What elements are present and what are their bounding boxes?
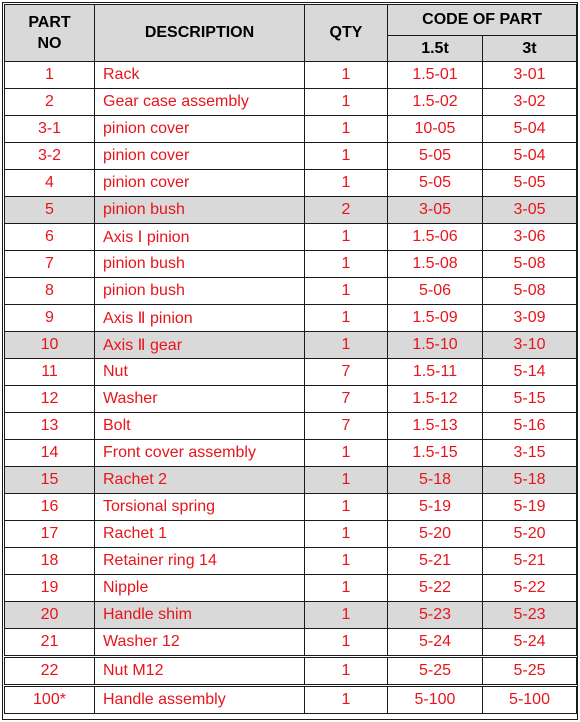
qty-cell: 2 — [305, 197, 388, 224]
table-row — [5, 62, 577, 89]
description-cell: Washer 12 — [95, 629, 305, 657]
code-b-cell: 3-01 — [483, 62, 577, 89]
part-no-cell: 100* — [5, 686, 95, 714]
description-cell: Axis Ⅰ pinion — [95, 224, 305, 251]
description-cell: pinion cover — [95, 143, 305, 170]
description-cell: Axis Ⅱ gear — [95, 332, 305, 359]
header-code-b: 3t — [483, 36, 577, 62]
part-no-cell: 16 — [5, 494, 95, 521]
code-b-cell: 5-25 — [483, 657, 577, 686]
code-a-cell: 5-06 — [388, 278, 483, 305]
code-a-cell: 5-22 — [388, 575, 483, 602]
description-cell: Torsional spring — [95, 494, 305, 521]
description-cell: pinion bush — [95, 251, 305, 278]
code-b-cell: 5-23 — [483, 602, 577, 629]
part-no-cell: 13 — [5, 413, 95, 440]
code-b-cell: 5-08 — [483, 278, 577, 305]
part-no-cell: 2 — [5, 89, 95, 116]
table-row — [5, 359, 577, 386]
parts-table — [4, 4, 577, 714]
code-b-cell: 5-100 — [483, 686, 577, 714]
part-no-cell: 9 — [5, 305, 95, 332]
code-b-cell: 5-08 — [483, 251, 577, 278]
part-no-cell: 7 — [5, 251, 95, 278]
part-no-cell: 5 — [5, 197, 95, 224]
description-cell: pinion cover — [95, 170, 305, 197]
header-part-no-line2: NO — [37, 35, 62, 52]
table-row — [5, 629, 577, 657]
qty-cell: 1 — [305, 440, 388, 467]
table-row — [5, 305, 577, 332]
table-row — [5, 548, 577, 575]
header-part-no — [5, 5, 95, 62]
code-a-cell: 1.5-12 — [388, 386, 483, 413]
table-row — [5, 251, 577, 278]
qty-cell: 1 — [305, 686, 388, 714]
qty-cell: 1 — [305, 629, 388, 657]
description-cell: Nipple — [95, 575, 305, 602]
qty-cell: 1 — [305, 89, 388, 116]
qty-cell: 1 — [305, 62, 388, 89]
table-row — [5, 224, 577, 251]
table-row — [5, 602, 577, 629]
table-row — [5, 494, 577, 521]
description-cell: Handle shim — [95, 602, 305, 629]
code-a-cell: 5-25 — [388, 657, 483, 686]
code-b-cell: 5-14 — [483, 359, 577, 386]
qty-cell: 1 — [305, 305, 388, 332]
table-row — [5, 686, 577, 714]
qty-cell: 1 — [305, 467, 388, 494]
part-no-cell: 19 — [5, 575, 95, 602]
code-b-cell: 5-05 — [483, 170, 577, 197]
qty-cell: 1 — [305, 224, 388, 251]
table-header — [5, 5, 577, 62]
code-b-cell: 5-22 — [483, 575, 577, 602]
code-b-cell: 3-05 — [483, 197, 577, 224]
code-b-cell: 5-04 — [483, 143, 577, 170]
code-a-cell: 1.5-06 — [388, 224, 483, 251]
code-b-cell: 3-06 — [483, 224, 577, 251]
header-code-of-part: CODE OF PART — [388, 5, 577, 36]
table-row — [5, 657, 577, 686]
code-b-cell: 3-09 — [483, 305, 577, 332]
qty-cell: 7 — [305, 413, 388, 440]
qty-cell: 1 — [305, 548, 388, 575]
header-description: DESCRIPTION — [95, 5, 305, 62]
part-no-cell: 1 — [5, 62, 95, 89]
code-a-cell: 3-05 — [388, 197, 483, 224]
description-cell: Nut — [95, 359, 305, 386]
part-no-cell: 6 — [5, 224, 95, 251]
code-a-cell: 5-24 — [388, 629, 483, 657]
code-a-cell: 1.5-01 — [388, 62, 483, 89]
qty-cell: 1 — [305, 521, 388, 548]
header-qty: QTY — [305, 5, 388, 62]
code-a-cell: 1.5-08 — [388, 251, 483, 278]
qty-cell: 7 — [305, 386, 388, 413]
code-b-cell: 3-02 — [483, 89, 577, 116]
code-a-cell: 5-19 — [388, 494, 483, 521]
description-cell: Gear case assembly — [95, 89, 305, 116]
code-a-cell: 1.5-13 — [388, 413, 483, 440]
part-no-cell: 21 — [5, 629, 95, 657]
description-cell: Nut M12 — [95, 657, 305, 686]
qty-cell: 1 — [305, 494, 388, 521]
code-b-cell: 3-15 — [483, 440, 577, 467]
part-no-cell: 11 — [5, 359, 95, 386]
code-a-cell: 1.5-02 — [388, 89, 483, 116]
table-row — [5, 413, 577, 440]
code-a-cell: 5-21 — [388, 548, 483, 575]
code-a-cell: 10-05 — [388, 116, 483, 143]
code-a-cell: 1.5-15 — [388, 440, 483, 467]
table-row — [5, 467, 577, 494]
description-cell: Retainer ring 14 — [95, 548, 305, 575]
table-row — [5, 386, 577, 413]
code-a-cell: 5-100 — [388, 686, 483, 714]
description-cell: Rachet 2 — [95, 467, 305, 494]
description-cell: Washer — [95, 386, 305, 413]
description-cell: Rachet 1 — [95, 521, 305, 548]
description-cell: Bolt — [95, 413, 305, 440]
header-code-a: 1.5t — [388, 36, 483, 62]
qty-cell: 1 — [305, 657, 388, 686]
part-no-cell: 18 — [5, 548, 95, 575]
part-no-cell: 3-1 — [5, 116, 95, 143]
qty-cell: 1 — [305, 332, 388, 359]
table-row — [5, 575, 577, 602]
code-b-cell: 5-15 — [483, 386, 577, 413]
qty-cell: 1 — [305, 170, 388, 197]
table-row — [5, 170, 577, 197]
part-no-cell: 10 — [5, 332, 95, 359]
part-no-cell: 12 — [5, 386, 95, 413]
code-b-cell: 5-20 — [483, 521, 577, 548]
table-row — [5, 440, 577, 467]
part-no-cell: 3-2 — [5, 143, 95, 170]
description-cell: Front cover assembly — [95, 440, 305, 467]
part-no-cell: 8 — [5, 278, 95, 305]
qty-cell: 1 — [305, 143, 388, 170]
part-no-cell: 14 — [5, 440, 95, 467]
code-b-cell: 5-21 — [483, 548, 577, 575]
description-cell: Axis Ⅱ pinion — [95, 305, 305, 332]
table-row — [5, 143, 577, 170]
part-no-cell: 20 — [5, 602, 95, 629]
code-a-cell: 5-23 — [388, 602, 483, 629]
code-b-cell: 5-16 — [483, 413, 577, 440]
code-a-cell: 1.5-11 — [388, 359, 483, 386]
code-a-cell: 5-05 — [388, 170, 483, 197]
part-no-cell: 17 — [5, 521, 95, 548]
code-b-cell: 3-10 — [483, 332, 577, 359]
part-no-cell: 15 — [5, 467, 95, 494]
code-a-cell: 1.5-09 — [388, 305, 483, 332]
code-a-cell: 5-18 — [388, 467, 483, 494]
description-cell: Handle assembly — [95, 686, 305, 714]
table-row — [5, 116, 577, 143]
code-b-cell: 5-19 — [483, 494, 577, 521]
description-cell: pinion bush — [95, 278, 305, 305]
description-cell: Rack — [95, 62, 305, 89]
table-row — [5, 278, 577, 305]
code-b-cell: 5-18 — [483, 467, 577, 494]
header-part-no-line1: PART — [28, 14, 71, 31]
qty-cell: 1 — [305, 278, 388, 305]
code-b-cell: 5-24 — [483, 629, 577, 657]
description-cell: pinion bush — [95, 197, 305, 224]
qty-cell: 1 — [305, 602, 388, 629]
description-cell: pinion cover — [95, 116, 305, 143]
qty-cell: 1 — [305, 575, 388, 602]
table-row — [5, 521, 577, 548]
qty-cell: 1 — [305, 251, 388, 278]
table-row — [5, 197, 577, 224]
code-a-cell: 5-20 — [388, 521, 483, 548]
table-row — [5, 332, 577, 359]
table-row — [5, 89, 577, 116]
qty-cell: 7 — [305, 359, 388, 386]
code-b-cell: 5-04 — [483, 116, 577, 143]
code-a-cell: 5-05 — [388, 143, 483, 170]
part-no-cell: 4 — [5, 170, 95, 197]
code-a-cell: 1.5-10 — [388, 332, 483, 359]
table-body — [5, 62, 577, 714]
part-no-cell: 22 — [5, 657, 95, 686]
qty-cell: 1 — [305, 116, 388, 143]
